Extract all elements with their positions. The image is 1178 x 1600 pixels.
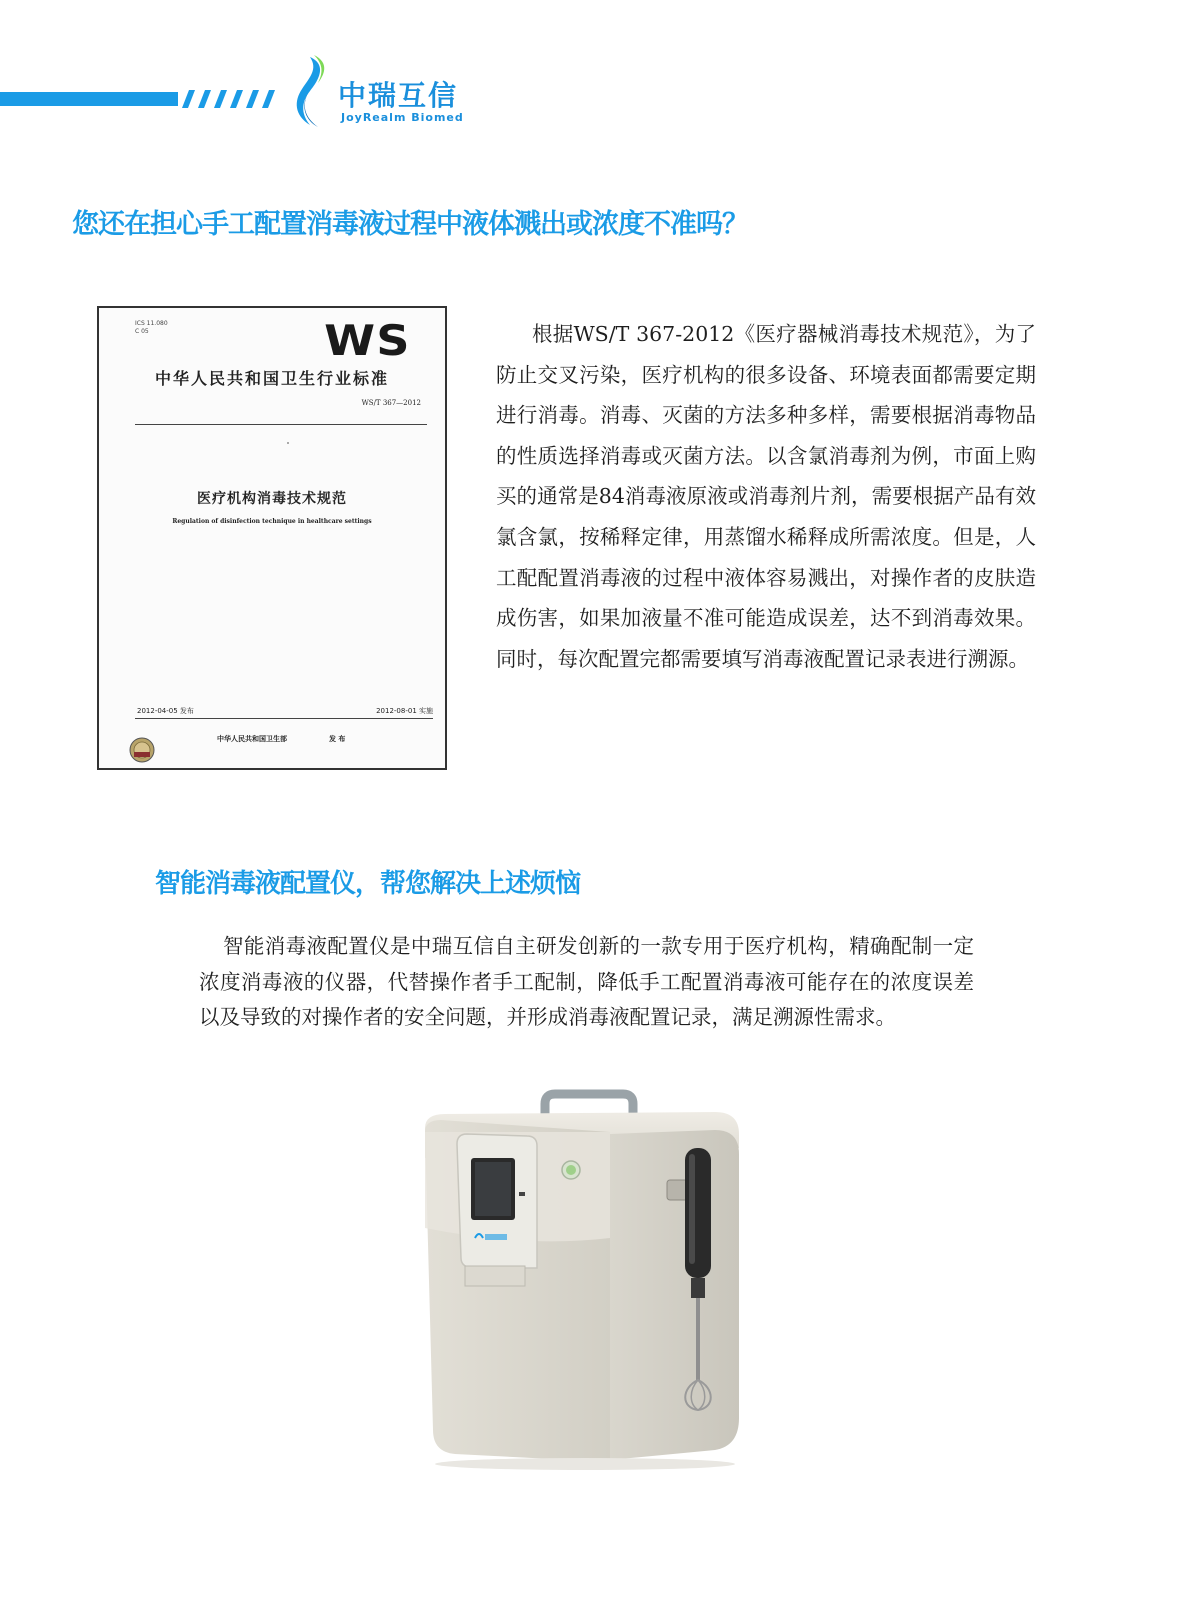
cover-publisher: 中华人民共和国卫生部 [217, 735, 287, 743]
cover-seal-icon [129, 737, 155, 763]
cover-title: 中华人民共和国卫生行业标准 [154, 369, 389, 388]
cover-standard-code: WS/T 367—2012 [361, 399, 421, 407]
section2-paragraph: 智能消毒液配置仪是中瑞互信自主研发创新的一款专用于医疗机构，精确配制一定浓度消毒液的仪器，代替操作者手工配制，降低手工配置消毒液可能存在的浓度误差以及导致的对操作者的安全问题，并形成消毒液配置记录，满足溯源性需求。 [199, 934, 974, 1029]
section1-heading: 您还在担心手工配置消毒液过程中液体溅出或浓度不准吗？ [72, 209, 748, 240]
cover-effective-date: 2012-08-01 实施 [376, 707, 433, 715]
cover-standard-name: 医疗机构消毒技术规范 [197, 491, 347, 507]
disinfectant-dispenser-illustration [405, 1088, 750, 1473]
header-stripes [178, 90, 278, 108]
cover-standard-name-en: Regulation of disinfection technique in healthcare settings [172, 518, 372, 525]
cover-ics-code: ICS 11.080 C 05 [135, 320, 168, 335]
cover-publish-label: 发 布 [329, 735, 346, 743]
brand-name-en: JoyRealm Biomed [341, 111, 464, 124]
section1-paragraph: 根据WS/T 367-2012《医疗器械消毒技术规范》，为了防止交叉污染，医疗机构的很多设备、环境表面都需要定期进行消毒。消毒、灭菌的方法多种多样，需要根据消毒物品的性质选择消毒或灭菌方法。以含氯消毒剂为例，市面上购买的通常是84消毒液原液或消毒剂片剂，需要根据产品有效氯含氯，按稀释定律，用蒸馏水稀释成所需浓度。但是，人工配配置消毒液的过程中液体容易溅出，对操作者的皮肤造 成伤害，如果加液量不准可能造成误差，达不到消毒效果。同时，每次配置完都需要填写消毒液配置记录表进行溯源。 [496, 322, 1057, 671]
logo-wave-icon [288, 55, 336, 130]
cover-divider [135, 424, 427, 425]
standard-document-cover [97, 306, 447, 770]
header-accent-bar [0, 92, 178, 106]
brand-name-cn: 中瑞互信 [338, 79, 459, 112]
brand-logo [288, 55, 488, 130]
cover-divider-bottom [135, 718, 433, 719]
cover-issue-date: 2012-04-05 发布 [137, 707, 194, 715]
cover-ws-mark: WS [324, 316, 411, 365]
cover-dot [287, 442, 289, 444]
section2-heading: 智能消毒液配置仪，帮您解决上述烦恼 [155, 869, 581, 899]
